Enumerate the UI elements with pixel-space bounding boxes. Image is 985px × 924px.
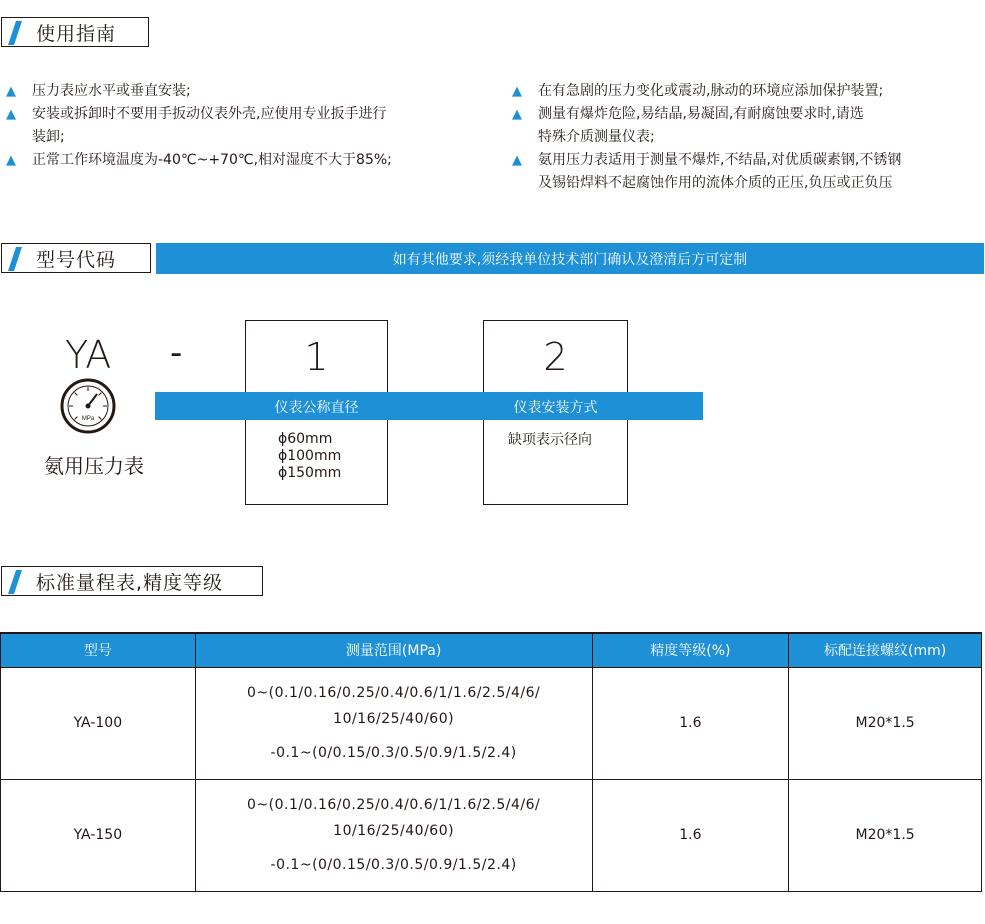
header-accuracy: 精度等级(%) xyxy=(592,633,789,667)
cell-thread: M20*1.5 xyxy=(789,667,982,779)
guide-list-right xyxy=(512,80,982,195)
triangle-bullet-icon: ▲ xyxy=(6,84,16,99)
code-box-number: 2 xyxy=(543,335,568,379)
header-model: 型号 xyxy=(1,633,196,667)
triangle-bullet-icon: ▲ xyxy=(6,153,16,168)
cell-model: YA-100 xyxy=(1,667,196,779)
section-title-guide xyxy=(1,17,149,47)
code-label-diameter: 仪表公称直径 xyxy=(274,400,359,416)
cell-thread: M20*1.5 xyxy=(789,779,982,891)
pressure-gauge-icon xyxy=(60,378,116,434)
header-thread: 标配连接螺纹(mm) xyxy=(789,633,982,667)
triangle-bullet-icon: ▲ xyxy=(6,107,16,122)
section-slash-icon xyxy=(2,18,30,46)
section-title-text: 型号代码 xyxy=(36,248,117,271)
cell-range: 0~(0.1/0.16/0.25/0.4/0.6/1/1.6/2.5/4/6/ 10/16/25/40/60) -0.1~(0/0.15/0.3/0.5/0.9/1.5/2.4) xyxy=(195,779,592,891)
code-label-bar xyxy=(155,392,703,420)
mounting-options: 缺项表示径向 xyxy=(508,432,592,448)
custom-note-bar: 如有其他要求,须经我单位技术部门确认及澄清后方可定制 xyxy=(156,243,984,274)
section-title-text: 使用指南 xyxy=(36,22,117,45)
section-title-range xyxy=(1,566,263,596)
cell-model: YA-150 xyxy=(1,779,196,891)
code-label-mounting: 仪表安装方式 xyxy=(513,400,598,416)
header-range: 测量范围(MPa) xyxy=(195,633,592,667)
triangle-bullet-icon: ▲ xyxy=(512,107,522,122)
guide-item: ▲ 安装或拆卸时不要用手扳动仪表外壳,应使用专业扳手进行 装卸; xyxy=(6,103,476,149)
model-prefix: YA xyxy=(65,333,112,377)
product-name: 氨用压力表 xyxy=(44,454,144,478)
guide-item: ▲ 测量有爆炸危险,易结晶,易凝固,有耐腐蚀要求时,请选 特殊介质测量仪表; xyxy=(512,103,982,149)
section-slash-icon xyxy=(2,244,30,272)
range-table xyxy=(0,632,982,892)
section-slash-icon xyxy=(2,567,30,595)
table-row xyxy=(1,667,982,779)
diameter-options: ϕ60mm ϕ100mm ϕ150mm xyxy=(278,431,342,481)
triangle-bullet-icon: ▲ xyxy=(512,153,522,168)
guide-item: ▲ 压力表应水平或垂直安装; xyxy=(6,80,476,103)
guide-list-left xyxy=(6,80,476,172)
guide-item: ▲ 正常工作环境温度为-40℃~+70℃,相对湿度不大于85%; xyxy=(6,149,476,172)
section-title-text: 标准量程表,精度等级 xyxy=(36,571,224,594)
guide-item: ▲ 在有急剧的压力变化或震动,脉动的环境应添加保护装置; xyxy=(512,80,982,103)
table-row xyxy=(1,779,982,891)
cell-accuracy: 1.6 xyxy=(592,667,789,779)
cell-range: 0~(0.1/0.16/0.25/0.4/0.6/1/1.6/2.5/4/6/ 10/16/25/40/60) -0.1~(0/0.15/0.3/0.5/0.9/1.5/2.4) xyxy=(195,667,592,779)
guide-item: ▲ 氨用压力表适用于测量不爆炸,不结晶,对优质碳素钢,不锈钢 及锡铅焊料不起腐蚀作用的流体介质的正压,负压或正负压 xyxy=(512,149,982,195)
gauge-unit-label: MPa xyxy=(81,416,95,422)
section-title-model-code xyxy=(1,243,151,273)
cell-accuracy: 1.6 xyxy=(592,779,789,891)
triangle-bullet-icon: ▲ xyxy=(512,84,522,99)
model-dash: - xyxy=(170,333,183,373)
table-header-row xyxy=(1,633,982,667)
code-box-number: 1 xyxy=(304,335,329,379)
